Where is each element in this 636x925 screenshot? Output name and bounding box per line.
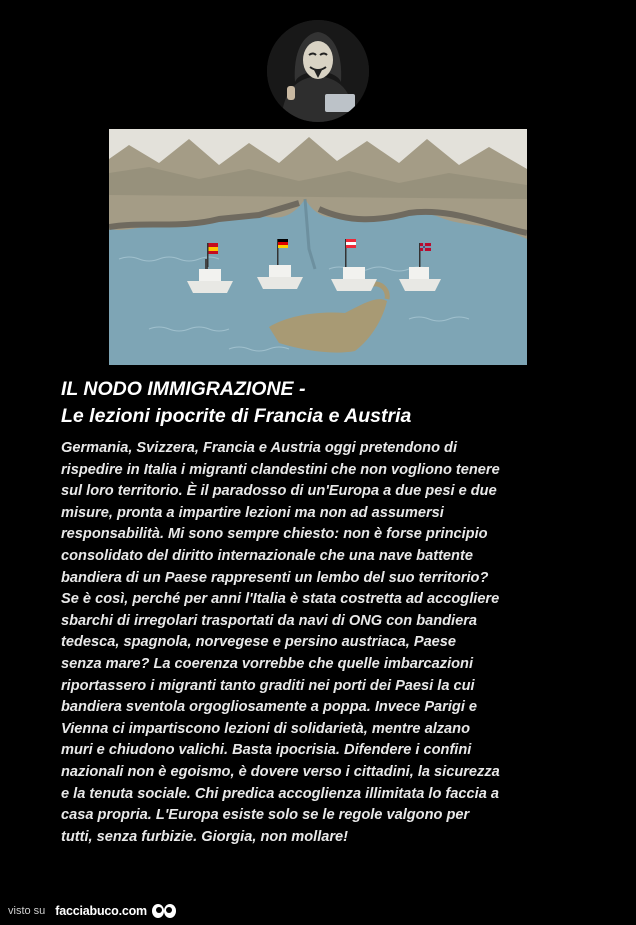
body-line: senza mare? La coerenza vorrebbe che quelle imbarcazioni	[61, 655, 474, 672]
map-illustration	[109, 129, 527, 365]
body-line: casa propria. L'Europa esiste solo se le regole valgono per	[61, 807, 470, 824]
body-line: nazionali non è egoismo, è dovere verso i cittadini, la sicurezza	[61, 763, 500, 780]
body-line: bandiera sventola orgogliosamente a poppa. Invece Parigi e	[61, 699, 478, 716]
body-line: rispedire in Italia i migranti clandestini che non vogliono tenere	[61, 461, 500, 478]
hooded-mask-icon	[267, 20, 369, 122]
body-line: bandiera di un Paese rappresenti un lembo del suo territorio?	[61, 569, 489, 586]
footer-prefix: visto su	[8, 905, 46, 917]
body-line: consolidato del diritto internazionale che una nave battente	[61, 547, 473, 564]
headline	[61, 376, 581, 430]
footer-site-link[interactable]: facciabuco.com	[55, 904, 147, 918]
body-text	[61, 438, 591, 848]
body-line: riportassero i migranti tanto graditi nei porti dei Paesi la cui	[61, 677, 475, 694]
body-line: Se è così, perché per anni l'Italia è stata costretta ad accogliere	[61, 591, 500, 608]
body-line: Vienna ci impartiscono lezioni di solidarietà, mentre alzano	[61, 720, 470, 737]
body-line: muri e chiudono valichi. Basta ipocrisia. Difendere i confini	[61, 742, 472, 759]
body-line: tedesca, spagnola, norvegese e persino austriaca, Paese	[61, 634, 457, 651]
headline-line-2: Le lezioni ipocrite di Francia e Austria	[61, 405, 412, 427]
avatar	[267, 20, 369, 122]
eyes-icon	[151, 902, 177, 920]
headline-line-1: IL NODO IMMIGRAZIONE -	[61, 378, 306, 400]
body-line: e la tenuta sociale. Chi predica accoglienza illimitata lo faccia a	[61, 785, 499, 802]
body-line: sbarchi di irregolari trasportati da navi di ONG con bandiera	[61, 612, 478, 629]
body-line: responsabilità. Mi sono sempre chiesto: non è forse principio	[61, 526, 488, 543]
body-line: misure, pronta a impartire lezioni ma non ad assumersi	[61, 504, 444, 521]
footer-watermark	[8, 900, 177, 922]
body-line: Germania, Svizzera, Francia e Austria oggi pretendono di	[61, 440, 458, 456]
body-line: tutti, senza furbizie. Giorgia, non mollare!	[61, 828, 349, 845]
body-line: sul loro territorio. È il paradosso di un'Europa a due pesi e due	[61, 483, 497, 500]
